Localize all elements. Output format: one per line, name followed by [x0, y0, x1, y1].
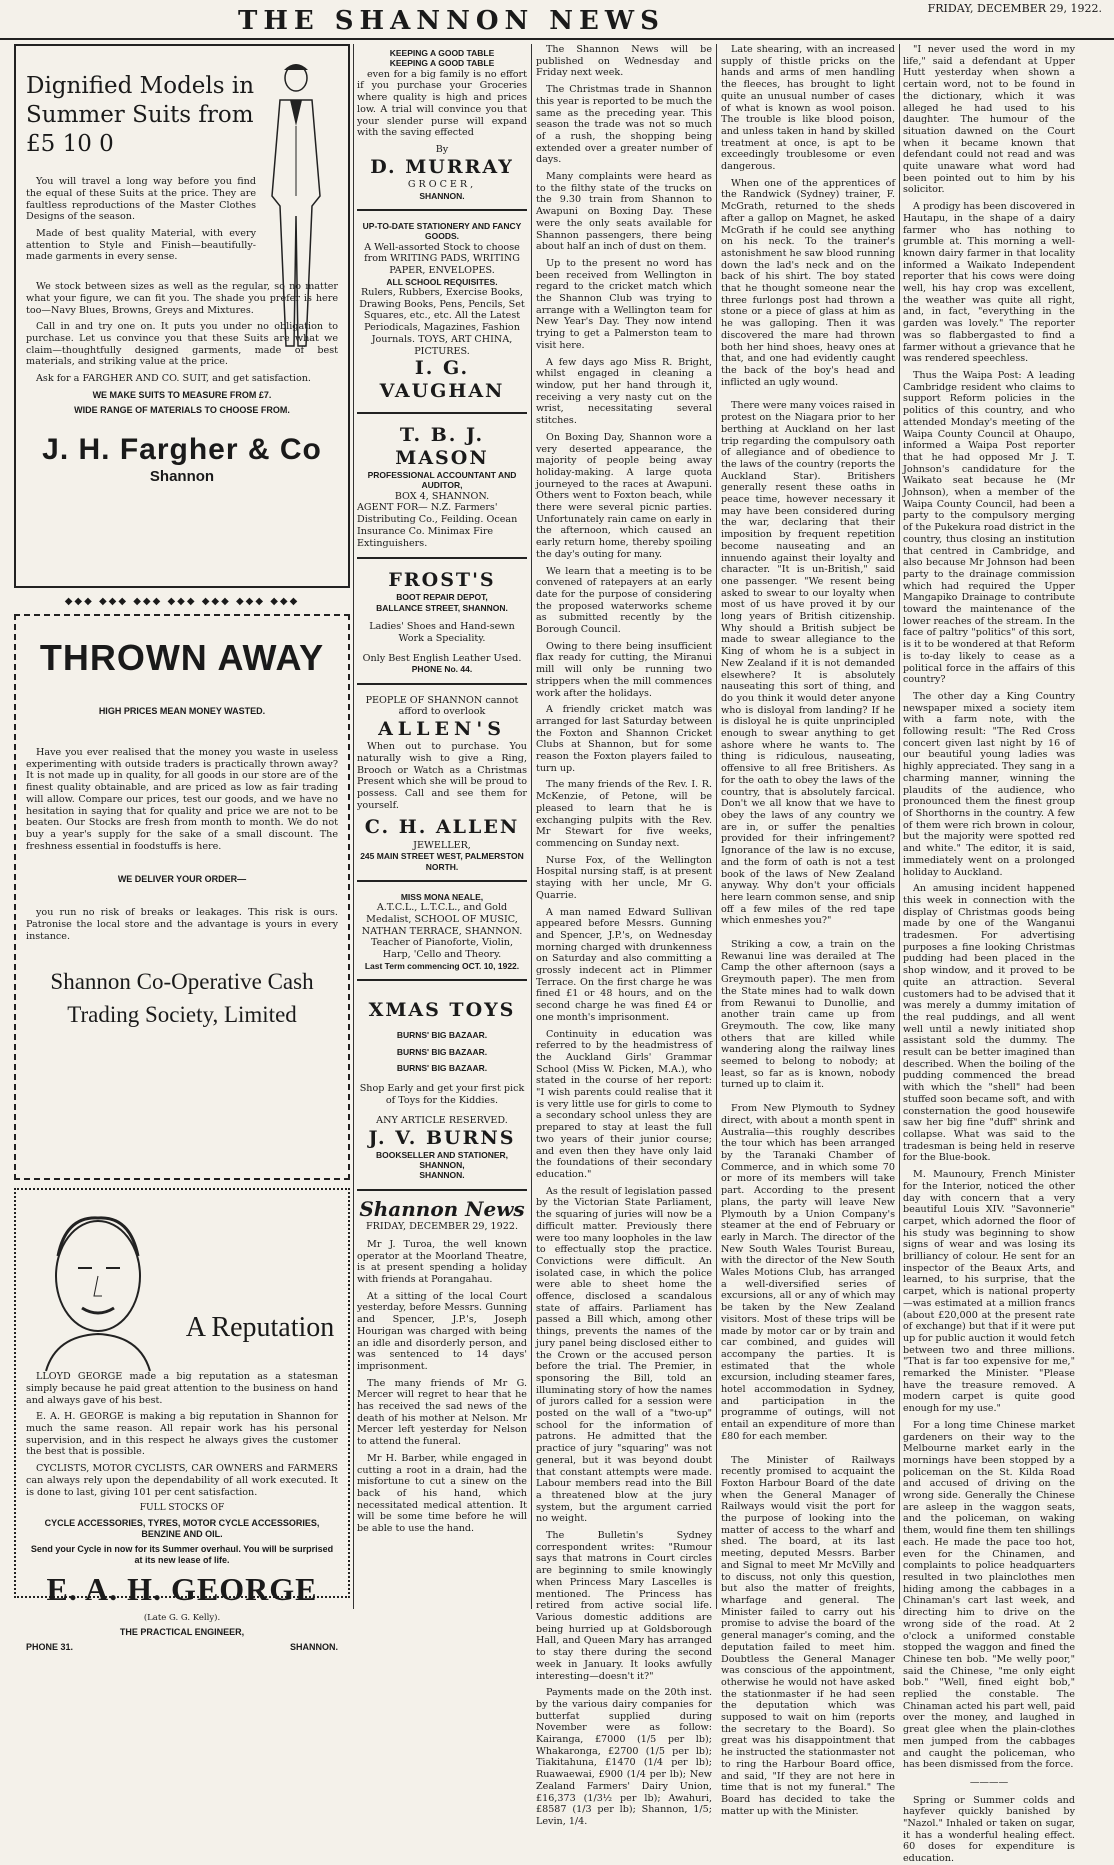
news-item: Thus the Waipa Post: A leading Cambridge resident who claims to support Reform policies in the politics of this country, and who attended Monday's meeting of the Waipa County Council at Ohaupo, informed a Waipa Post reporter that he had opposed Mr J. T. Johnson's candidature for the Waikato seat because he (Mr Johnson), when a member of the Waipa County Council, had been a party to the compulsory merging of the Pukekura road district in the country, thus closing an institution that centred in Cambridge, and also because Mr Johnson had been party to the drainage commission which had required the Upper Mangapiko Drainage to contribute toward the maintenance of the lower reaches of the stream. In the face of paltry "politics" of this sort, is it to be wondered at that Reform is to-day likely to cease as a political force in the affairs of this country?	[903, 369, 1075, 686]
fargher-materials: WIDE RANGE OF MATERIALS TO CHOOSE FROM.	[74, 404, 290, 415]
burns-bazaar: BURNS' BIG BAZAAR.	[396, 1030, 488, 1041]
news-item: "I never used the word in my life," said a defendant at Upper Hutt yesterday when shown a certain word, not to be found in the dictionary, which it was alleged he had used to his daughter. The humour of the situation dawned on the Court when it became known that defendant could not read and was quite unaware what word had been pointed out to him by his solicitor.	[903, 44, 1075, 196]
news-item: From New Plymouth to Sydney direct, with about a month spent in Australia—this roughly describes the tour which has been arranged by the Taranaki Chamber of Commerce, and in which some 70 or more of its members will take part. According to the present plans, the party will leave New Plymouth by a Union Company's steamer at the end of February or early in March. The director of the New South Wales Tourist Bureau, with the director of the New South Wales Motions Club, has arranged a well-diversified series of excursions, all or any of which may be taken by the New Zealand visitors. Most of these trips will be made by motor car or by train and car combined, and guides will accompany the parties. It is estimated that the whole excursion, including steamer fares, hotel accommodation in Sydney, and participation in the programme of outings, will not entail an expenditure of more than £80 for each member.	[721, 1103, 895, 1442]
frost-addr: BALLANCE STREET, SHANNON.	[376, 602, 508, 613]
murray-by: By	[435, 143, 449, 155]
news-item: Mr H. Barber, while engaged in cutting a root in a drain, had the misfortune to cut a sinew on the back of his hand, which necessitated medical attention. It will be some time before he will be able to use the hand.	[357, 1452, 527, 1535]
vaughan-ad	[357, 217, 527, 414]
vaughan-req: ALL SCHOOL REQUISITES.	[386, 276, 498, 287]
frost-phone: PHONE No. 44.	[411, 664, 473, 675]
allen-ad	[357, 691, 527, 882]
frost-name: FROST'S	[388, 569, 496, 592]
news-item: On Boxing Day, Shannon wore a very deserted appearance, the majority of people being away holiday-making. A large quota journeyed to the races at Awapuni. Others went to Foxton beach, while there were several picnic parties. Unfortunately rain came on early in the afternoon, which caused an early return home, thereby spoiling the day's outing for many.	[536, 431, 712, 560]
column-rule	[716, 44, 717, 1609]
murray-text: even for a big family is no effort if you purchase your Groceries where quality is high and prices low. A trial will convince you that your slender purse will expand with the saving effected	[357, 68, 527, 139]
murray-trade: GROCER,	[407, 178, 477, 190]
george-engineer: THE PRACTICAL ENGINEER,	[119, 1627, 245, 1638]
news-item: The Christmas trade in Shannon this year is reported to be much the same as the preceding year. This season the trade was not so much of a rush, the shopping being extended over a greater number of days.	[536, 84, 712, 166]
news-item: The Shannon News will be published on Wednesday and Friday next week.	[536, 44, 712, 79]
masthead	[0, 0, 1114, 40]
george-town: SHANNON.	[289, 1642, 338, 1653]
news-item: Payments made on the 20th inst. by the various dairy companies for butterfat supplied during November were as follow: Kairanga, £7000 (1/5 per lb); Whakaronga, £2700 (1/5 per lb); Tiakitahuna, £1470 (1/4 per lb); Ruawaewai, £900 (1/4 per lb); New Zealand Farmers' Dairy Union, £16,373 (1/3½ per lb); Awahuri, £8587 (1/3 per lb); Shannon, 1/5; Levin, 1/4.	[536, 1687, 712, 1827]
burns-town: SHANNON.	[419, 1170, 465, 1181]
fargher-text: You will travel a long way before you find the equal of these Suits at the price. They are faultless reproductions of the Master Clothes Designs of the season.	[26, 176, 256, 223]
news-item: A friendly cricket match was arranged for last Saturday between the Foxton and Shannon Cricket Clubs at Shannon, but for some reason the Foxton players failed to turn up.	[536, 704, 712, 774]
george-send: Send your Cycle in now for its Summer overhaul. You will be surprised at its new lease of life.	[30, 1544, 334, 1566]
george-ad	[14, 1188, 350, 1653]
murray-town: SHANNON.	[419, 190, 465, 201]
fargher-text: We stock between sizes as well as the regular, so no matter what your figure, we can fit you. The shade you prefer is here too—Navy Blues, Browns, Greys and Mixtures.	[26, 281, 338, 316]
gentleman-illustration	[260, 56, 332, 356]
column-rule	[353, 44, 354, 1609]
allen-firm: C. H. ALLEN	[364, 816, 520, 839]
mason-name: T. B. J. MASON	[395, 423, 489, 469]
masthead-date: FRIDAY, DECEMBER 29, 1922.	[927, 2, 1102, 15]
neale-quals: A.T.C.L., L.T.C.L., and Gold Medalist, SCHOOL OF MUSIC, NATHAN TERRACE, SHANNON. Teacher of Pianoforte, Violin, Harp, 'Cello and Theory.	[361, 902, 523, 961]
ornament-divider: ◆◆◆ ◆◆◆ ◆◆◆ ◆◆◆ ◆◆◆ ◆◆◆ ◆◆◆	[64, 596, 300, 607]
news-item: When one of the apprentices of the Randwick (Sydney) trainer, F. McGrath, returned to the sheds after a gallop on Magnet, he asked McGrath if he could see anything on his neck. To the trainer's astonishment he saw blood running down the lad's neck and on the back of his shirt. The boy stated that he thought someone near the three furlongs post had thrown a stone or a piece of glass at him as he was galloping. Then it was discovered the mare had thrown both her hind shoes, heavy ones at that, and one had evidently caught the back of the boy's head and inflicted an ugly wound.	[721, 177, 895, 388]
vaughan-text: A Well-assorted Stock to choose from WRITING PADS, WRITING PAPER, ENVELOPES.	[364, 241, 520, 276]
news-item: The many friends of the Rev. I. R. McKenzie, of Petone, will be pleased to learn that he is exchanging pulpits with the Rev. Mr Stewart for five weeks, commencing on Sunday next.	[536, 779, 712, 849]
coop-ad	[14, 614, 350, 1180]
george-text: LLOYD GEORGE made a big reputation as a statesman simply because he paid great attention to the business on hand and always gave of his best.	[26, 1371, 338, 1406]
fargher-headline: Dignified Models in Summer Suits from £5 10 0	[26, 73, 255, 157]
allen-addr: 245 MAIN STREET WEST, PALMERSTON NORTH.	[360, 851, 524, 872]
news-item: Mr J. Turoa, the well known operator at the Moorland Theatre, is at present spending a holiday with friends at Porangahau.	[357, 1238, 527, 1285]
news-item: The many friends of Mr G. Mercer will regret to hear that he has received the sad news of the death of his mother at Nelson. Mr Mercer left yesterday for Nelson to attend the funeral.	[357, 1377, 527, 1448]
column-2	[357, 44, 527, 1609]
frost-sub: BOOT REPAIR DEPOT,	[396, 592, 488, 603]
mason-title: PROFESSIONAL ACCOUNTANT AND AUDITOR,	[367, 469, 517, 491]
news-item: We learn that a meeting is to be convened of ratepayers at an early date for the purpose of considering the proposed waterworks scheme as submitted recently by the Borough Council.	[536, 565, 712, 636]
vaughan-head: UP-TO-DATE STATIONERY AND FANCY GOODS.	[362, 220, 522, 242]
george-phone: PHONE 31.	[26, 1642, 74, 1653]
news-item: The other day a King Country newspaper mixed a society item with a farm note, with the following result: "The Red Cross concert given last night by 16 of our beautiful young ladies was highly appreciated. They sang in a charming manner, winning the plaudits of the audience, who pronounced them the finest group of Shorthorns in the country. A few of them were rich brown in colour, but the majority were spotted red and white." The editor, it is said, immediately went on a prolonged holiday to Auckland.	[903, 690, 1075, 878]
burns-head: XMAS TOYS	[368, 999, 516, 1022]
fargher-text: Ask for a FARGHER AND CO. SUIT, and get satisfaction.	[36, 373, 311, 385]
neale-ad	[357, 888, 527, 981]
news-item: M. Maunoury, French Minister for the Interior, noticed the other day with concern that a very beautiful Louis XIV. "Savonnerie" carpet, which adorned the floor of his study was beginning to show signs of wear and was losing its brilliancy of colour. He sent for an inspector of the Beaux Arts, and learned, to his surprise, that the carpet, which is national property—was estimated at a million francs (about £20,000 at the present rate of exchange) but that if it were put up for public auction it would fetch between two and three millions. "That is far too expensive for me," remarked the Minister. "Please have the treasure removed. A modern carpet is quite good enough for my use."	[903, 1169, 1075, 1415]
murray-head: KEEPING A GOOD TABLE	[389, 58, 495, 69]
coop-deliver: WE DELIVER YOUR ORDER—	[117, 874, 247, 885]
column-5	[903, 44, 1075, 1865]
allen-lead: PEOPLE OF SHANNON cannot afford to overlook	[365, 694, 519, 718]
news-item: Nurse Fox, of the Wellington Hospital nursing staff, is at present staying with her uncle, Mr G. Quarrie.	[536, 854, 712, 901]
divider: ————	[969, 1776, 1009, 1788]
news-item: Many complaints were heard as to the filthy state of the trucks on the 9.30 train from Shannon to Awapuni on Boxing Day. These were the only seats available for Shannon passengers, there being about half an inch of dust on them.	[536, 171, 712, 253]
coop-text: Have you ever realised that the money you waste in useless experimenting with outside traders is practically thrown away? It is not made up in quality, for all goods in our store are of the finest quality obtainable, and are priced as low as fair trading will allow. Compare our prices, test our goods, and we have no hesitation in saying that for quality and price we are not to be beaten. Our Stocks are fresh from month to month. We do not buy a year's supply for the sake of a small discount. The freshness essential in foodstuffs is here.	[26, 747, 338, 852]
lloyd-george-portrait	[26, 1196, 176, 1371]
burns-reserved: ANY ARTICLE RESERVED.	[376, 1114, 508, 1126]
news-item: At a sitting of the local Court yesterday, before Messrs. Gunning and Spencer, J.P.'s, Joseph Hourigan was charged with being an idle and disorderly person, and was sentenced to 14 days' imprisonment.	[357, 1290, 527, 1372]
news-logo: Shannon News	[359, 1196, 525, 1221]
fargher-text: Made of best quality Material, with every attention to Style and Finish—beautifully-made garments in every sense.	[26, 228, 256, 263]
news-item: A man named Edward Sullivan appeared before Messrs. Gunning and Spencer, J.P.'s, on Wednesday morning charged with drunkenness on Saturday and also committing a grossly indecent act in Plimmer Terrace. On the first charge he was fined £1 or 48 hours, and on the second charge he was fined £4 or one month's imprisonment.	[536, 906, 712, 1023]
masthead-title: THE SHANNON NEWS	[238, 6, 665, 36]
frost-leather: Only Best English Leather Used.	[362, 652, 522, 664]
allen-trade: JEWELLER,	[413, 839, 471, 851]
burns-bazaar: BURNS' BIG BAZAAR.	[396, 1046, 488, 1057]
fargher-ad	[14, 44, 350, 588]
burns-trade: BOOKSELLER AND STATIONER,	[375, 1149, 509, 1160]
george-name: E. A. H. GEORGE	[46, 1571, 318, 1608]
mason-ad	[357, 420, 527, 560]
murray-ad	[357, 44, 527, 211]
allen-name: ALLEN'S	[378, 717, 506, 740]
news-date: FRIDAY, DECEMBER 29, 1922.	[365, 1221, 519, 1233]
vaughan-name: I. G. VAUGHAN	[379, 357, 505, 403]
news-item: A prodigy has been discovered in Hautapu, in the shape of a dairy farmer who has nothing to grumble at. This morning a well-known dairy farmer in that locality informed a Waikato Independent reporter that his cows were doing well, his hay crop was excellent, the weather was quite all right, and, in fact, "everything in the garden was lovely." The reporter was so flabbergasted to find a farmer without a grievance that he was rendered speechless.	[903, 201, 1075, 365]
news-item: Owing to there being insufficient flax ready for cutting, the Miranui mill will only be running two strippers when the mill commences work after the holidays.	[536, 640, 712, 699]
murray-head: KEEPING A GOOD TABLE	[389, 48, 495, 58]
news-item: Spring or Summer colds and hayfever quickly banished by "Nazol." Inhaled or taken on sugar, it has a wonderful healing effect. 60 doses for expenditure is education.	[903, 1794, 1075, 1865]
news-item: Late shearing, with an increased supply of thistle pricks on the hands and arms of men handling the fleeces, has brought to light quite an unusual number of cases of what is known as wool poison. The trouble is like blood poison, and unless taken in hand by skilled treatment at once, is apt to be exceedingly troublesome or even dangerous.	[721, 44, 895, 173]
neale-name: MISS MONA NEALE,	[400, 891, 484, 902]
burns-bazaar: BURNS' BIG BAZAAR.	[396, 1063, 488, 1074]
news-item: As the result of legislation passed by the Victorian State Parliament, the squaring of juries will now be a difficult matter. Previously there were too many loopholes in the law to effectually stop the practice. Convictions were difficult. An isolated case, in which the police were able to sheet home the offence, disclosed a scandalous state of affairs. Parliament has passed a Bill which, among other things, prevents the names of the jury panel being disclosed either to the Crown or the accused person before the trial. The Premier, in sponsoring the Bill, told an illuminating story of how the names of jurors called for a session were posted on the wall of a "two-up" school for the information of patrons. He admitted that the practice of jury "squaring" was not general, but it was beyond doubt that constant attempts were made. Labour members read into the Bill a threatened blow at the jury system, but the argument carried no weight.	[536, 1185, 712, 1525]
allen-text: When out to purchase. You naturally wish to give a Ring, Brooch or Watch as a Christmas Present which she will be proud to possess. Call and see them for yourself.	[357, 741, 527, 811]
george-items: CYCLE ACCESSORIES, TYRES, MOTOR CYCLE ACCESSORIES, BENZINE AND OIL.	[44, 1518, 320, 1540]
news-item: An amusing incident happened this week in connection with the display of Christmas goods being made by one of the Wanganui tradesmen. For advertising purposes a fine looking Christmas pudding had been placed in the shop window, and it proved to be quite an attraction. Several customers had to be advised that it was merely a dummy imitation of the real puddings, and all went well until a newly initiated shop assistant sold the dummy. The result can be better imagined than described. When the boiling of the pudding commenced the bread with which the "shell" had been stuffed soon became soft, and with consternation the good housewife saw her big fine "duff" shrink and collapse. What was said to the tradesman is being held in reserve for the Blue-book.	[903, 883, 1075, 1164]
burns-town: SHANNON,	[419, 1160, 465, 1171]
burns-text: Shop Early and get your first pick of Toys for the Kiddies.	[359, 1083, 525, 1107]
news-item: For a long time Chinese market gardeners on their way to the Melbourne market early in the mornings have been stopped by a policeman on the St. Kilda Road and accused of driving on the wrong side. Generally the Chinese are asleep in the waggon seats, and the policeman, on waking them, would fine them ten shillings each. He made the pace too hot, even for the Chinamen, and complaints to police headquarters resulted in two plainclothes men hiding among the cabbages in a Chinaman's cart last week, and directing him to drive on the wrong side of the road. At 2 o'clock a uniformed constable stopped the waggon and fined the Chinese ten bob. "Me welly poor," said the Chinese, "me only eight bob." "Well, fined eight bob," replied the constable. The Chinaman acted his part well, paid over the money, and laughed in great glee when the plain-clothes men jumped from the cabbages and caught the policeman, who has been dismissed from the force.	[903, 1419, 1075, 1771]
frost-ad	[357, 565, 527, 684]
column-4	[721, 44, 895, 1817]
news-item: There were many voices raised in protest on the Niagara prior to her berthing at Auckland on her last trip regarding the compulsory oath of allegiance and of obedience to the laws of the country (reports the Auckland Star). Britishers generally resent these oaths in peace time, however necessary it may have been considered during the war, declaring that their imposition by frequent repetition become nauseating and an innuendo against their loyalty and character. "It is un-British," said one passenger. "We resent being asked to swear to our loyalty when most of us have proved it by our long years of British citizenship. Why should a British subject be made to swear allegiance to the King of whom he is a subject in New Zealand if it is not demanded elsewhere? It is absolutely nauseating this sort of thing, and do you think it would deter anyone who is disloyal from landing? If he is disloyal he is quite unprincipled enough to swear anything to get ashore where he wants to. The thing is ridiculous, nauseating, offensive to all free Britishers. As for the oath to obey the laws of the country, that is absolutely farcical. Don't we all know that we have to obey the laws of any country we are in, or suffer the penalties provided for their infringement? Ignorance of the law is no excuse, and the form of oath is not a test book of the laws of New Zealand anyway. Why don't your officials here learn common sense, and snip off a few miles of the red tape which enmeshes you?"	[721, 400, 895, 927]
murray-name: D. MURRAY	[370, 155, 514, 178]
fargher-measure: WE MAKE SUITS TO MEASURE FROM £7.	[92, 389, 272, 400]
mason-agent: AGENT FOR— N.Z. Farmers' Distributing Co., Feilding. Ocean Insurance Co. Minimax Fire Extinguishers.	[357, 502, 518, 549]
column-rule	[899, 44, 900, 1609]
column-1	[14, 44, 350, 1653]
burns-ad	[357, 987, 527, 1191]
coop-text: you run no risk of breaks or leakages. This risk is ours. Patronise the local store and the advantage is yours in every instance.	[26, 907, 338, 942]
news-item: Up to the present no word has been received from Wellington in regard to the cricket match which the Shannon Club was trying to arrange with a Wellington team for New Year's Day. They now intend trying to get a Palmerston team to visit here.	[536, 257, 712, 351]
coop-headline: THROWN AWAY	[39, 637, 325, 679]
burns-name: J. V. BURNS	[368, 1126, 516, 1149]
news-item: Striking a cow, a train on the Rewanui line was derailed at The Camp the other afternoon (says a Greymouth paper). The men from the State mines had to walk down from Rewanui to Dunollie, and another train came up from Greymouth. The cow, like many others that are killed while wandering along the railway lines seemed to belong to nobody; at least, so far as is known, nobody turned up to claim it.	[721, 939, 895, 1091]
coop-subhead: HIGH PRICES MEAN MONEY WASTED.	[98, 706, 266, 717]
fargher-town: Shannon	[149, 468, 215, 486]
neale-term: Last Term commencing OCT. 10, 1922.	[364, 960, 520, 971]
fargher-name: J. H. Fargher & Co	[42, 432, 322, 466]
mason-box: BOX 4, SHANNON.	[394, 490, 490, 502]
news-item: The Minister of Railways recently promised to acquaint the Foxton Harbour Board of the date when the General Manager of Railways would visit the port for the purpose of looking into the matter of access to the wharf and shed. The board, at its last meeting, deputed Messrs. Barber and Signal to meet Mr McVilly and to discuss, not only this question, but also the matter of freights, wharfage and general. The Minister failed to carry out his promise to advise the board of the general manager's coming, and the deputation failed to meet him. Doubtless the General Manager was conscious of the appointment, otherwise he would not have asked the stationmaster if he had seen the deputation which was supposed to wait on him (reports the secretary to the Board). So great was his disappointment that he instructed the stationmaster not to ring the Harbour Board office, and said, "If they are not here in time that is not my funeral." The Board has decided to take the matter up with the Minister.	[721, 1454, 895, 1817]
news-item: A few days ago Miss R. Bright, whilst engaged in cleaning a window, put her hand through it, receiving a very nasty cut on the wrist, necessitating several stitches.	[536, 356, 712, 427]
news-item: Continuity in education was referred to by the headmistress of the Auckland Girls' Grammar School (Miss W. Picken, M.A.), who stated in the course of her report: "I wish parents could realise that it is very little use for girls to come to a secondary school unless they are prepared to stay at least the full two years of their junior course; and even then they have only laid the foundations of their secondary education."	[536, 1028, 712, 1180]
vaughan-list: Rulers, Rubbers, Exercise Books, Drawing Books, Pens, Pencils, Set Squares, etc., etc. All the Latest Periodicals, Magazines, Fashion Journals. TOYS, ART CHINA, PICTURES.	[359, 287, 525, 357]
george-headline: A Reputation	[185, 1312, 335, 1344]
george-late: (Late G. G. Kelly).	[143, 1613, 221, 1624]
fargher-text: Call in and try one on. It puts you under no obligation to purchase. Let us convince you that these Suits are what we claim—thoughtfully designed garments, made of best materials, and striking value at the price.	[26, 321, 338, 368]
column-rule	[531, 44, 532, 1609]
coop-name: Shannon Co-Operative Cash Trading Society, Limited	[50, 969, 314, 1027]
column-3	[536, 44, 712, 1827]
george-text: CYCLISTS, MOTOR CYCLISTS, CAR OWNERS and FARMERS can always rely upon the dependability of all work executed. It is done to last, giving 101 per cent satisfaction.	[26, 1463, 338, 1498]
news-item: The Bulletin's Sydney correspondent writes: "Rumour says that matrons in Court circles are beginning to smile knowingly when Princess Mary Lascelles is mentioned. The Princess has retired from active social life. Various domestic additions are being hurried up at Goldsborough Hall, and Queen Mary has arranged to stay there during the second week in January. It looks awfully interesting—doesn't it?"	[536, 1530, 712, 1682]
george-text: E. A. H. GEORGE is making a big reputation in Shannon for much the same reason. All repair work has his personal supervision, and in this respect he always gives the customer the best that is possible.	[26, 1411, 338, 1458]
george-stocks: FULL STOCKS OF	[139, 1503, 225, 1514]
frost-text: Ladies' Shoes and Hand-sewn Work a Speciality.	[369, 621, 515, 644]
news-section	[357, 1197, 527, 1535]
